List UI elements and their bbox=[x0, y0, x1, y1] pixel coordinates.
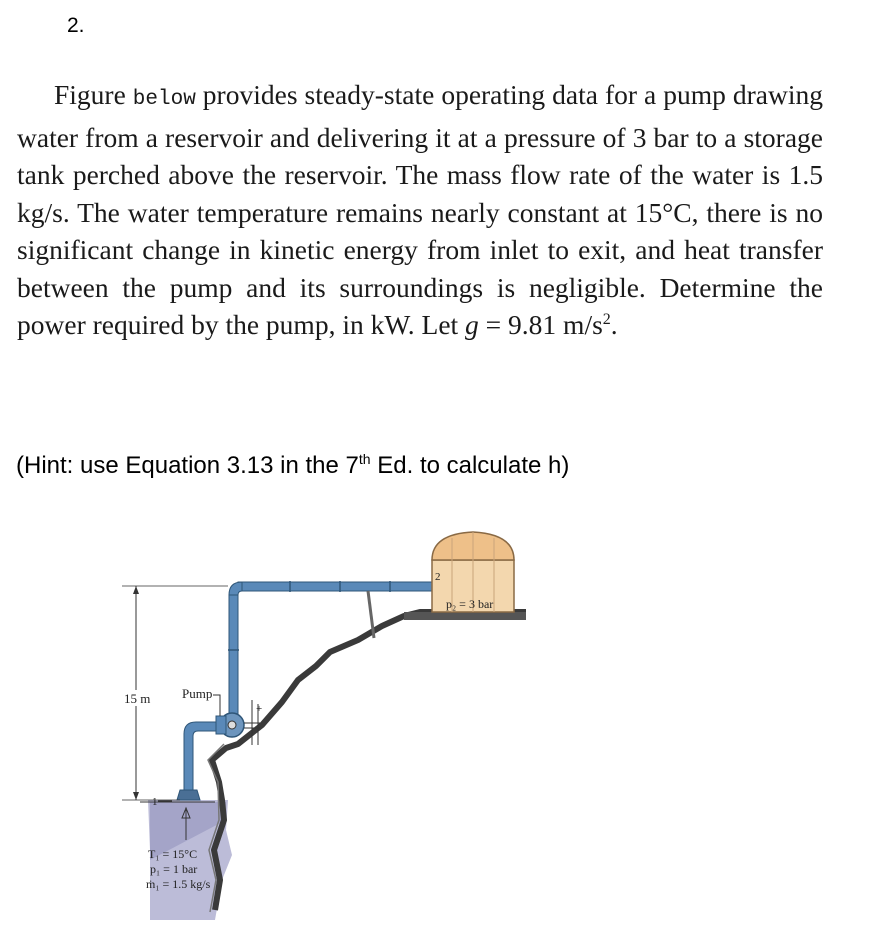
state-2-label: 2 bbox=[435, 571, 441, 583]
problem-statement bbox=[17, 76, 823, 344]
problem-text-start: Figure bbox=[54, 79, 133, 110]
pump-label: Pump bbox=[182, 686, 213, 701]
hint-line bbox=[16, 452, 569, 480]
gravity-symbol: g bbox=[465, 309, 479, 340]
tank-pressure-label: p₂ = 3 bar bbox=[446, 597, 494, 611]
intake-fitting bbox=[177, 790, 200, 800]
gravity-exponent: 2 bbox=[602, 310, 611, 328]
inlet-massflow-label: ṁ₁ = 1.5 kg/s bbox=[146, 877, 211, 891]
hint-suffix: Ed. to calculate h) bbox=[370, 452, 570, 479]
inlet-pressure-label: p₁ = 1 bar bbox=[150, 862, 198, 876]
question-number: 2. bbox=[67, 14, 85, 37]
state-1-label: 1 bbox=[152, 796, 158, 808]
gravity-period: . bbox=[610, 309, 618, 340]
pump-system-figure bbox=[0, 520, 878, 920]
tank-ledge bbox=[404, 612, 526, 620]
problem-text-body: provides steady-state operating data for a pump drawing water from a reservoir and delivering it at a pressure of 3 bar to a storage tank perched above the reservoir. The mass flow rate of the water is 1.5 kg/s. The water temperature remains nearly constant at 15°C, there is no significant change in kinetic energy from inlet to exit, and heat transfer between the pump and its surroundings is negligible. Determine the power required by the pump, in kW. Let bbox=[17, 79, 823, 340]
hint-superscript: th bbox=[358, 451, 371, 467]
pump-motor bbox=[216, 716, 226, 734]
hint-prefix: (Hint: use Equation 3.13 in the 7 bbox=[16, 452, 359, 479]
problem-code-word: below bbox=[132, 88, 196, 111]
pump-impeller bbox=[228, 721, 236, 729]
height-arrow-bottom bbox=[133, 792, 139, 800]
top-pipe bbox=[238, 582, 438, 591]
riser-pipe bbox=[229, 595, 238, 720]
wire-plus-sign: + bbox=[256, 703, 263, 715]
pump-leader-line bbox=[213, 695, 220, 716]
inlet-temperature-label: T₁ = 15°C bbox=[148, 847, 198, 861]
hillside-outline bbox=[212, 612, 526, 910]
gravity-value: = 9.81 m/s bbox=[478, 309, 603, 340]
top-elbow bbox=[229, 582, 242, 595]
height-label: 15 m bbox=[124, 691, 151, 706]
height-arrow-top bbox=[133, 586, 139, 594]
